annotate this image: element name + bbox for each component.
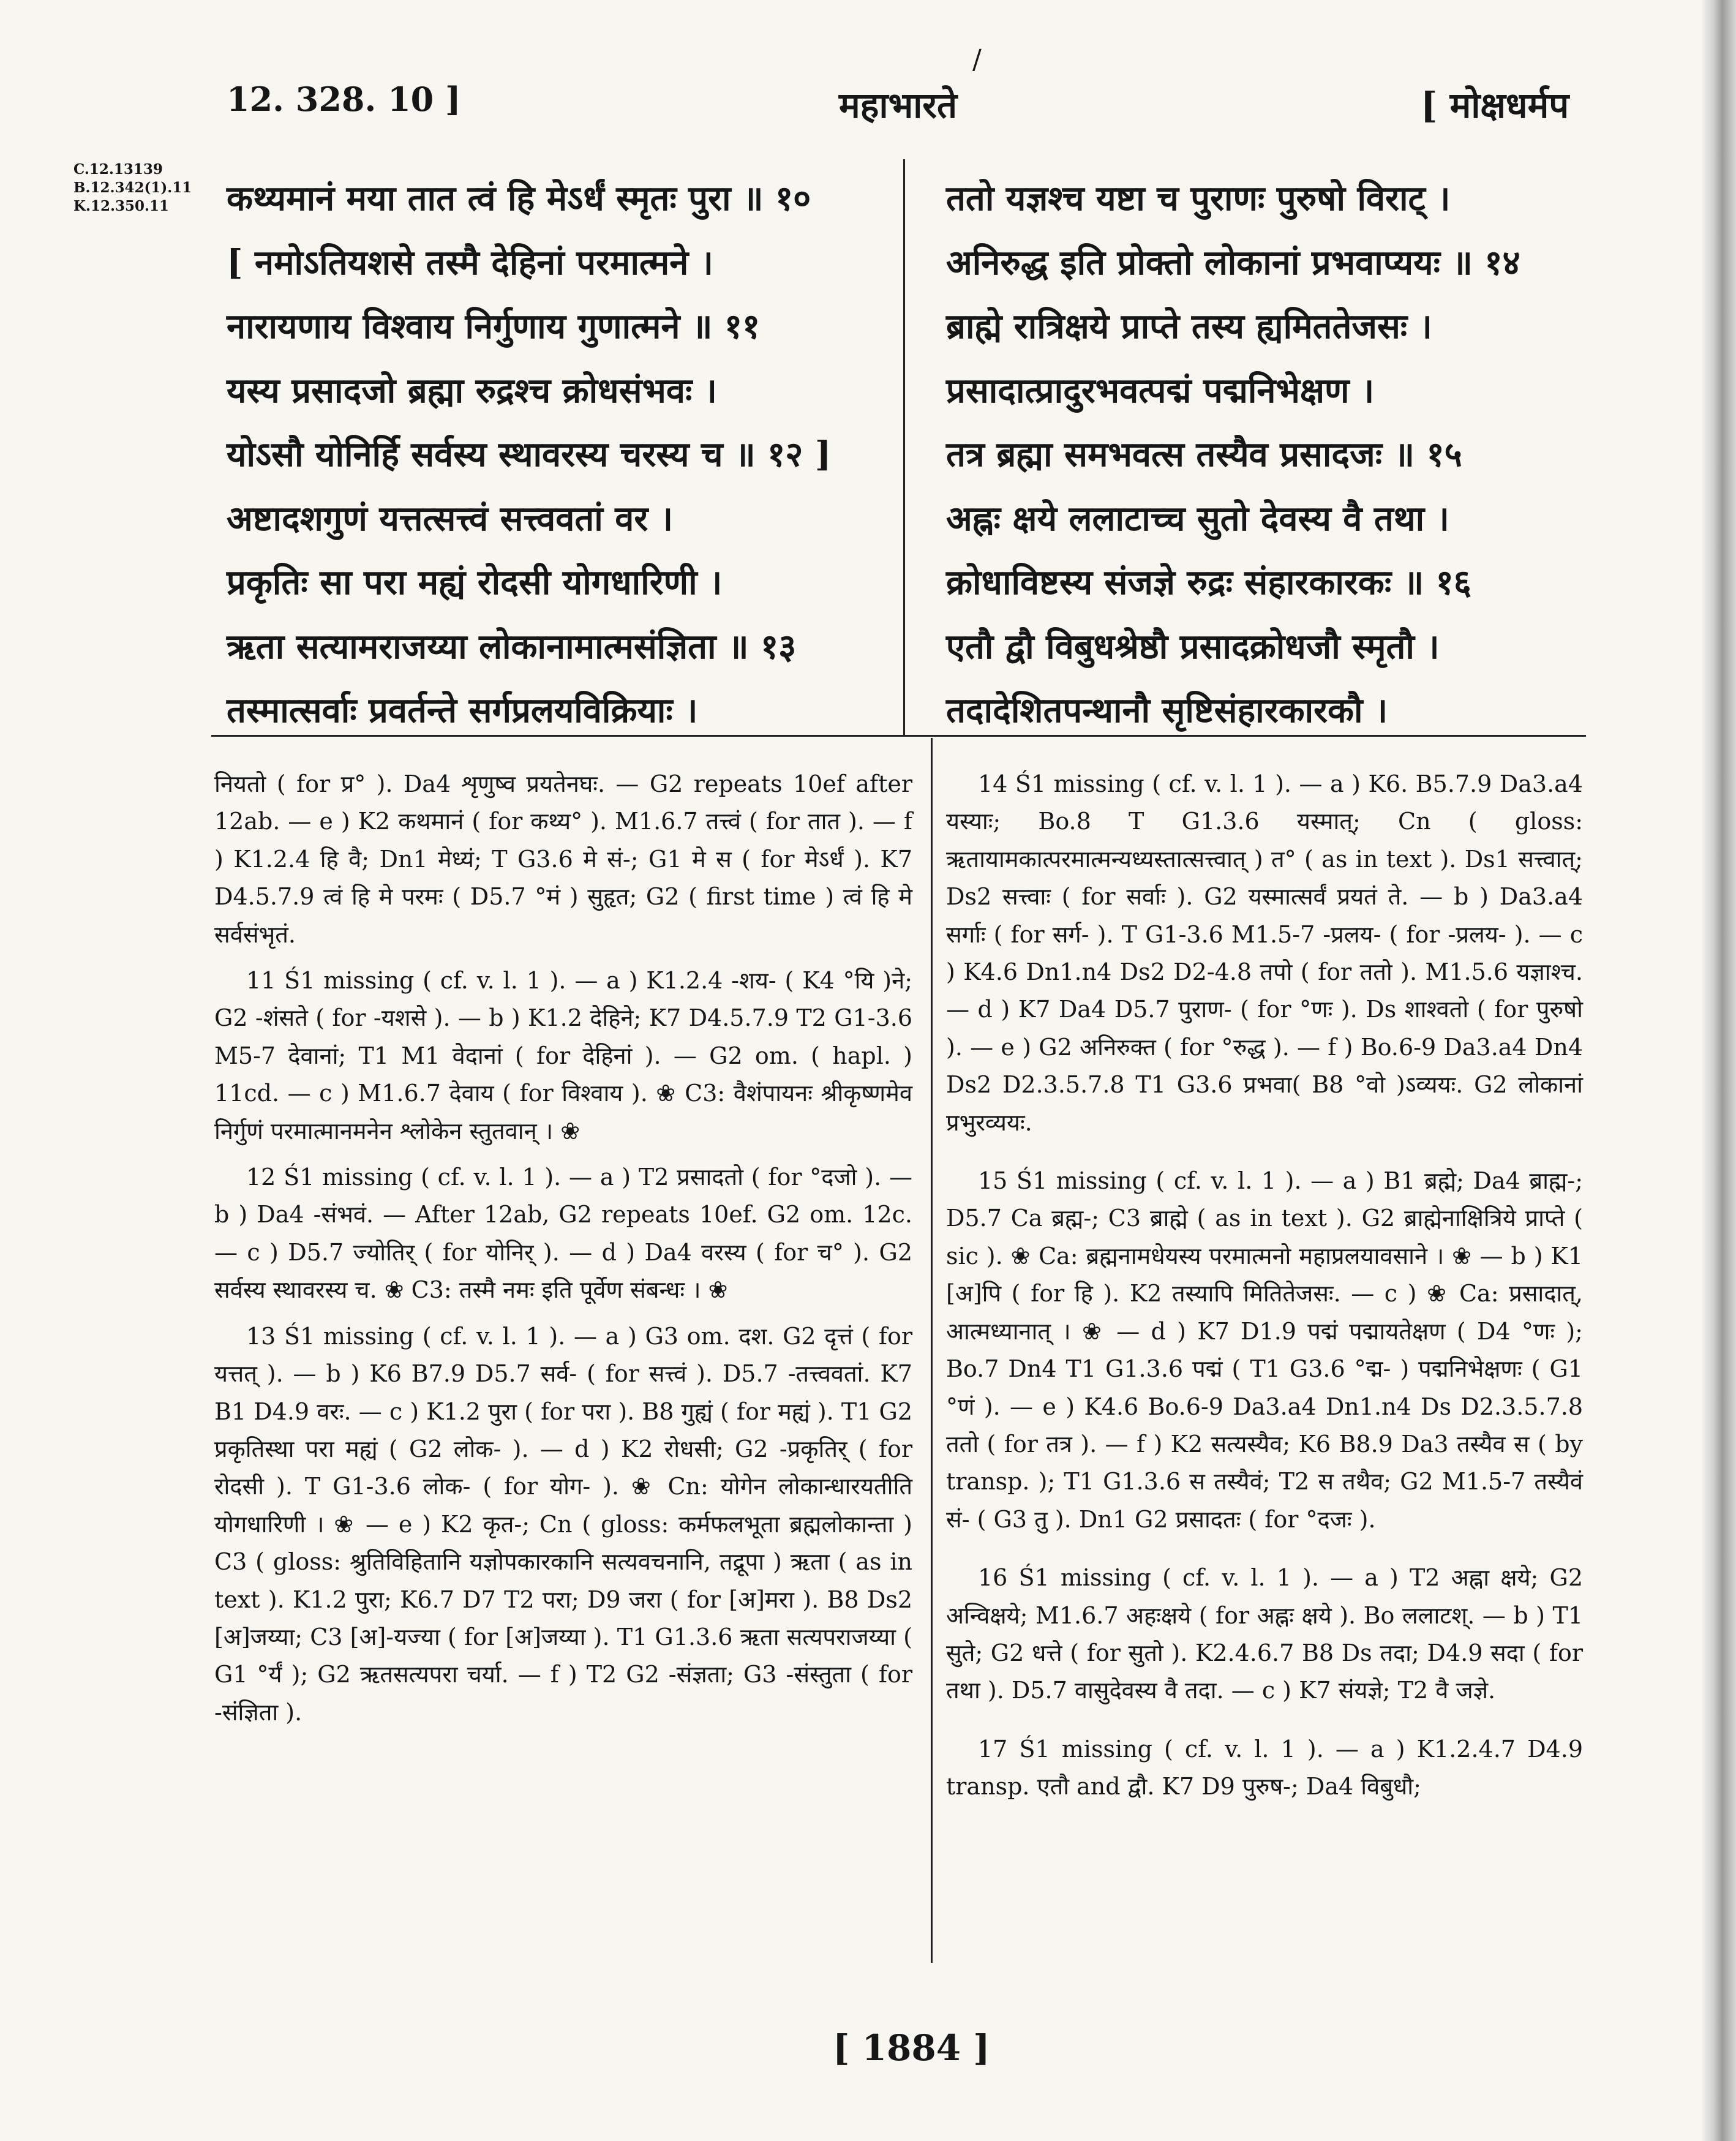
concordance-references bbox=[73, 160, 192, 216]
verse-column-divider bbox=[903, 159, 905, 735]
verse-line: अह्नः क्षये ललाटाच्च सुतो देवस्य वै तथा । bbox=[946, 498, 1449, 539]
margin-pencil-mark: / bbox=[972, 44, 982, 75]
apparatus-note-15: 15 Ś1 missing ( cf. v. l. 1 ). — a ) B1 ब्रह्मे; Da4 ब्राह्म-; D5.7 Ca ब्रह्म-; C3 ब्राह्मे ( as in text ). G2 ब्राह्मेनाक्षित्रिये प्राप्ते ( sic ). ❀ Ca: ब्रह्मनामधेयस्य परमात्मनो महाप्रलयावसाने । ❀ — b ) K1 [अ]पि ( for हि ). K2 तस्यापि मितितेजसः. — c ) ❀ Ca: प्रसादात्, आत्मध्यानात् । ❀ — d ) K7 D1.9 पद्मं पद्मायतेक्षण ( D4 °णः ); Bo.7 Dn4 T1 G1.3.6 पद्मं ( T1 G3.6 °द्म- ) पद्मनिभेक्षणः ( G1 °णं ). — e ) K4.6 Bo.6-9 Da3.a4 Dn1.n4 Ds D2.3.5.7.8 ततो ( for तत्र ). — f ) K2 सत्यस्यैव; K6 B8.9 Da3 तस्यैव स ( by transp. ); T1 G1.3.6 स तस्यैवं; T2 स तथैव; G2 M1.5-7 तस्यैवं सं- ( G3 तु ). Dn1 G2 प्रसादतः ( for °दजः ). bbox=[946, 1167, 1583, 1533]
critical-apparatus-right bbox=[946, 766, 1583, 1815]
apparatus-note-12: 12 Ś1 missing ( cf. v. l. 1 ). — a ) T2 प्रसादतो ( for °दजो ). — b ) Da4 -संभवं. — After 12ab, G2 repeats 10ef. G2 om. 12c. — c ) D5.7 ज्योतिर् ( for योनिर् ). — d ) Da4 वरस्य ( for च° ). G2 सर्वस्य स्थावरस्य च. ❀ C3: तस्मै नमः इति पूर्वेण संबन्धः । ❀ bbox=[214, 1164, 912, 1304]
apparatus-note-13: 13 Ś1 missing ( cf. v. l. 1 ). — a ) G3 om. दश. G2 दृत्तं ( for यत्तत् ). — b ) K6 B7.9 D5.7 सर्व- ( for सत्त्वं ). D5.7 -तत्त्ववतां. K7 B1 D4.9 वरः. — c ) K1.2 पुरा ( for परा ). B8 गुह्यं ( for मह्यं ). T1 G2 प्रकृतिस्था परा मह्यं ( G2 लोक- ). — d ) K2 रोधसी; G2 -प्रकृतिर् ( for रोदसी ). T G1-3.6 लोक- ( for योग- ). ❀ Cn: योगेन लोकान्धारयतीति योगधारिणी । ❀ — e ) K2 कृत-; Cn ( gloss: कर्मफलभूता ब्रह्मलोकान्ता ) C3 ( gloss: श्रुतिविहितानि यज्ञोपकारकानि सत्यवचनानि, तद्रूपा ) ऋता ( as in text ). K1.2 पुरा; K6.7 D7 T2 परा; D9 जरा ( for [अ]मरा ). B8 Ds2 [अ]जय्या; C3 [अ]-यज्या ( for [अ]जय्या ). T1 G1.3.6 ऋता सत्यपराजय्या ( G1 °र्यं ); G2 ऋतसत्यपरा चर्या. — f ) T2 G2 -संज्ञता; G3 -संस्तुता ( for -संज्ञिता ). bbox=[214, 1322, 912, 1726]
concordance-ref-kumbhakonam: K.12.350.11 bbox=[73, 198, 170, 214]
verse-line: योऽसौ योनिर्हि सर्वस्य स्थावरस्य चरस्य च ॥ १२ ] bbox=[227, 434, 832, 475]
verse-line: अनिरुद्ध इति प्रोक्तो लोकानां प्रभवाप्ययः ॥ १४ bbox=[946, 242, 1520, 283]
notes-column-divider bbox=[931, 738, 933, 1963]
apparatus-note-11: 11 Ś1 missing ( cf. v. l. 1 ). — a ) K1.2.4 -शय- ( K4 °यि )ने; G2 -शंसते ( for -यशसे ). — b ) K1.2 देहिने; K7 D4.5.7.9 T2 G1-3.6 M5-7 देवानां; T1 M1 वेदानां ( for देहिनां ). — G2 om. ( hapl. ) 11cd. — c ) M1.6.7 देवाय ( for विश्वाय ). ❀ C3: वैशंपायनः श्रीकृष्णमेव निर्गुणं परमात्मानमनेन श्लोकेन स्तुतवान् । ❀ bbox=[214, 967, 912, 1145]
header-section: [ मोक्षधर्मप bbox=[1421, 85, 1569, 126]
verse-line: ब्राह्मे रात्रिक्षये प्राप्ते तस्य ह्यमिततेजसः । bbox=[946, 306, 1432, 347]
verse-line: प्रसादात्प्रादुरभवत्पद्मं पद्मनिभेक्षण । bbox=[946, 370, 1375, 411]
verse-column-right bbox=[946, 167, 1583, 743]
header-title: महाभारते bbox=[839, 85, 958, 126]
verse-line: यस्य प्रसादजो ब्रह्मा रुद्रश्च क्रोधसंभवः । bbox=[227, 370, 718, 411]
apparatus-note-16: 16 Ś1 missing ( cf. v. l. 1 ). — a ) T2 अह्ना क्षये; G2 अन्विक्षये; M1.6.7 अहःक्षये ( for अह्नः क्षये ). Bo ललाटश्. — b ) T1 सुते; G2 धत्ते ( for सुतो ). K2.4.6.7 B8 Ds तदा; D4.9 सदा ( for तथा ). D5.7 वासुदेवस्य वै तदा. — c ) K7 संयज्ञे; T2 वै जज्ञे. bbox=[946, 1564, 1583, 1704]
concordance-ref-bombay: B.12.342(1).11 bbox=[73, 179, 192, 196]
page-number: [ 1884 ] bbox=[833, 2027, 990, 2069]
verse-line: एतौ द्वौ विबुधश्रेष्ठौ प्रसादक्रोधजौ स्मृतौ । bbox=[946, 626, 1440, 667]
header-verse-reference: 12. 328. 10 ] bbox=[227, 80, 461, 119]
scan-page-edge bbox=[1702, 0, 1736, 2141]
verse-line: ततो यज्ञश्च यष्टा च पुराणः पुरुषो विराट् । bbox=[946, 178, 1451, 219]
verse-line: क्रोधाविष्टस्य संजज्ञे रुद्रः संहारकारकः ॥ १६ bbox=[946, 562, 1471, 603]
concordance-ref-calcutta: C.12.13139 bbox=[73, 161, 163, 178]
apparatus-note-14: 14 Ś1 missing ( cf. v. l. 1 ). — a ) K6. B5.7.9 Da3.a4 यस्याः; Bo.8 T G1.3.6 यस्मात्; Cn ( gloss: ऋतायामकात्परमात्मन्यध्यस्तात्सत्त्वात् ) त° ( as in text ). Ds1 सत्त्वात्; Ds2 सत्त्वाः ( for सर्वाः ). G2 यस्मात्सर्वं प्रयतं ते. — b ) Da3.a4 सर्गाः ( for सर्ग- ). T G1-3.6 M1.5-7 -प्रलय- ( for -प्रलय- ). — c ) K4.6 Dn1.n4 Ds2 D2-4.8 तपो ( for ततो ). M1.5.6 यज्ञाश्च. — d ) K7 Da4 D5.7 पुराण- ( for °णः ). Ds शाश्वतो ( for पुरुषो ). — e ) G2 अनिरुक्त ( for °रुद्ध ). — f ) Bo.6-9 Da3.a4 Dn4 Ds2 D2.3.5.7.8 T1 G3.6 प्रभवा( B8 °वो )ऽव्ययः. G2 लोकानां प्रभुरव्ययः. bbox=[946, 770, 1583, 1136]
verse-line: ऋता सत्यामराजय्या लोकानामात्मसंज्ञिता ॥ १३ bbox=[227, 626, 797, 667]
verse-line: नारायणाय विश्वाय निर्गुणाय गुणात्मने ॥ ११ bbox=[227, 306, 761, 347]
apparatus-note-10-continued: नियतो ( for प्र° ). Da4 शृणुष्व प्रयतेनघः. — G2 repeats 10ef after 12ab. — e ) K2 कथमानं ( for कथ्य° ). M1.6.7 तत्त्वं ( for तात ). — f ) K1.2.4 हि वै; Dn1 मेध्यं; T G3.6 मे सं-; G1 मे स ( for मेऽर्धं ). K7 D4.5.7.9 त्वं हि मे परमः ( D5.7 °मं ) सुहृत; G2 ( first time ) त्वं हि मे सर्वसंभृतं. bbox=[214, 770, 912, 948]
verse-line: तत्र ब्रह्मा समभवत्स तस्यैव प्रसादजः ॥ १५ bbox=[946, 434, 1462, 475]
verse-line: तस्मात्सर्वाः प्रवर्तन्ते सर्गप्रलयविक्रियाः । bbox=[227, 690, 698, 731]
verse-line: [ नमोऽतियशसे तस्मै देहिनां परमात्मने । bbox=[227, 242, 714, 283]
apparatus-note-17: 17 Ś1 missing ( cf. v. l. 1 ). — a ) K1.2.4.7 D4.9 transp. एतौ and द्वौ. K7 D9 पुरुष-; Da4 विबुधौ; bbox=[946, 1735, 1583, 1800]
verse-column-left bbox=[227, 167, 894, 743]
critical-apparatus-left bbox=[214, 766, 912, 1740]
verse-line: अष्टादशगुणं यत्तत्सत्त्वं सत्त्ववतां वर । bbox=[227, 498, 674, 539]
verse-line: तदादेशितपन्थानौ सृष्टिसंहारकारकौ । bbox=[946, 690, 1388, 731]
verse-line: कथ्यमानं मया तात त्वं हि मेऽर्धं स्मृतः पुरा ॥ १० bbox=[227, 178, 811, 219]
verse-line: प्रकृतिः सा परा मह्यं रोदसी योगधारिणी । bbox=[227, 562, 723, 603]
